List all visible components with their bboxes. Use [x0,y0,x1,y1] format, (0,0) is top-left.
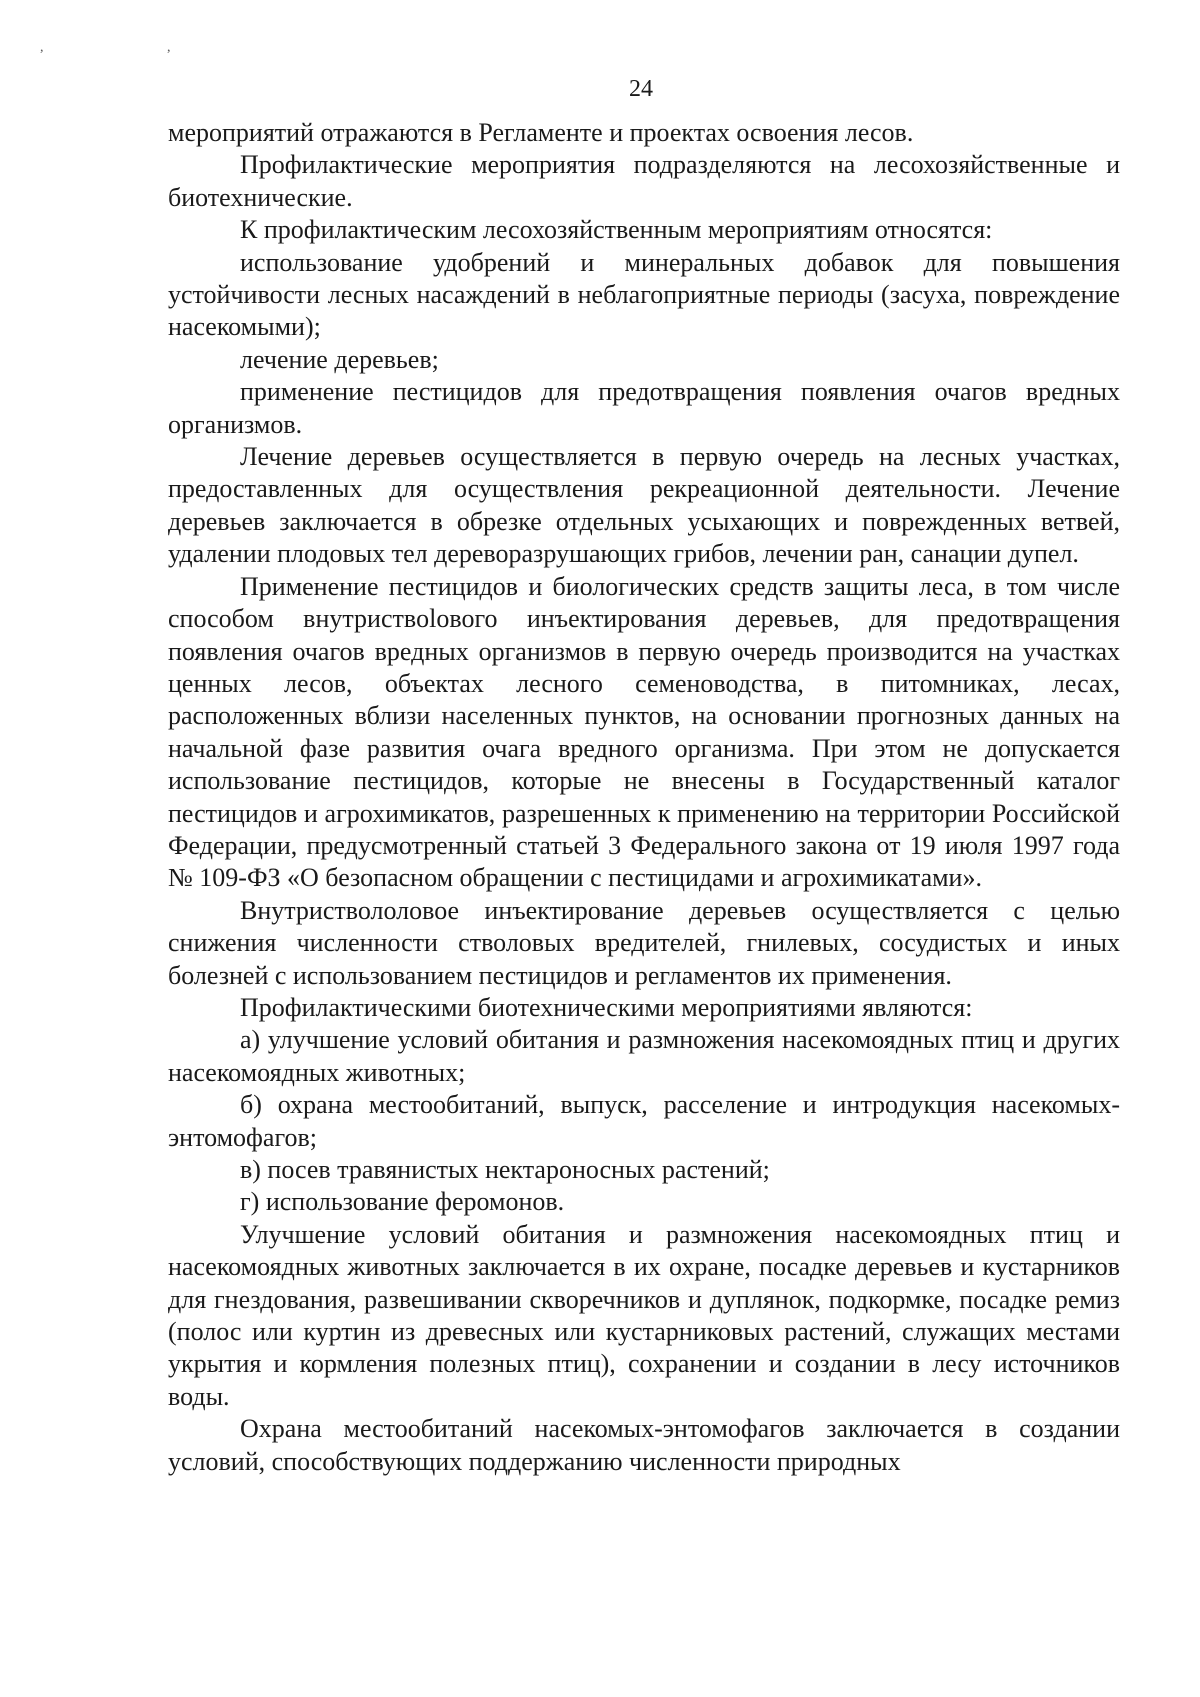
paragraph: Внутриствололовое инъектирование деревьев осуществляется с целью снижения численности стволовых вредителей, гнилевых, сосудистых и иных болезней с использованием пестицидов и регламентов их применения. [168,895,1120,990]
paragraph-continuation: мероприятий отражаются в Регламенте и проектах освоения лесов. [168,118,914,147]
list-item: применение пестицидов для предотвращения появления очагов вредных организмов. [168,377,1120,439]
list-item: использование удобрений и минеральных добавок для повышения устойчивости лесных насаждений в неблагоприятные периоды (засуха, повреждение насекомыми); [168,247,1120,342]
scan-marks: , , [40,40,231,55]
paragraph: К профилактическим лесохозяйственным мероприятиям относятся: [240,215,993,245]
body-text [168,117,1120,1478]
list-item-b: б) охрана местообитаний, выпуск, расселение и интродукция насекомых-энтомофагов; [168,1090,1120,1152]
paragraph: Лечение деревьев осуществляется в первую очередь на лесных участках, предоставленных для осуществления рекреационной деятельности. Лечение деревьев заключается в обрезке отдельных усыхающих и поврежденных ветвей, удалении плодовых тел дереворазрушающих грибов, лечении ран, санации дупел. [168,442,1120,569]
list-item-a: а) улучшение условий обитания и размножения насекомоядных птиц и других насекомоядных животных; [168,1025,1120,1087]
paragraph: Профилактическими биотехническими мероприятиями являются: [240,992,973,1022]
list-item-v: в) посев травянистых нектароносных растений; [240,1155,770,1184]
paragraph: Охрана местообитаний насекомых-энтомофагов заключается в создании условий, способствующих поддержанию численности природных [168,1414,1120,1476]
list-item-g: г) использование феромонов. [240,1187,565,1217]
paragraph: Улучшение условий обитания и размножения насекомоядных птиц и насекомоядных животных заключается в их охране, посадке деревьев и кустарников для гнездования, развешивании скворечников и дуплянок, подкормке, посадке ремиз (полос или куртин из древесных или кустарниковых растений, служащих местами укрытия и кормления полезных птиц), сохранении и создании в лесу источников воды. [168,1219,1120,1411]
page-number: 24 [629,76,653,102]
list-item: лечение деревьев; [240,344,439,374]
paragraph: Профилактические мероприятия подразделяются на лесохозяйственные и биотехнические. [168,150,1120,212]
paragraph: Применение пестицидов и биологических средств защиты леса, в том числе способом внутриствolового инъектирования деревьев, для предотвращения появления очагов вредных организмов в первую очередь производится на участках ценных лесов, объектах лесного семеноводства, в питомниках, лесах, расположенных вблизи населенных пунктов, на основании прогнозных данных на начальной фазе развития очага вредного организма. При этом не допускается использование пестицидов, которые не внесены в Государственный каталог пестицидов и агрохимикатов, разрешенных к применению на территории Российской Федерации, предусмотренный статьей 3 Федерального закона от 19 июля 1997 года № 109-ФЗ «О безопасном обращении с пестицидами и агрохимикатами». [168,571,1120,893]
